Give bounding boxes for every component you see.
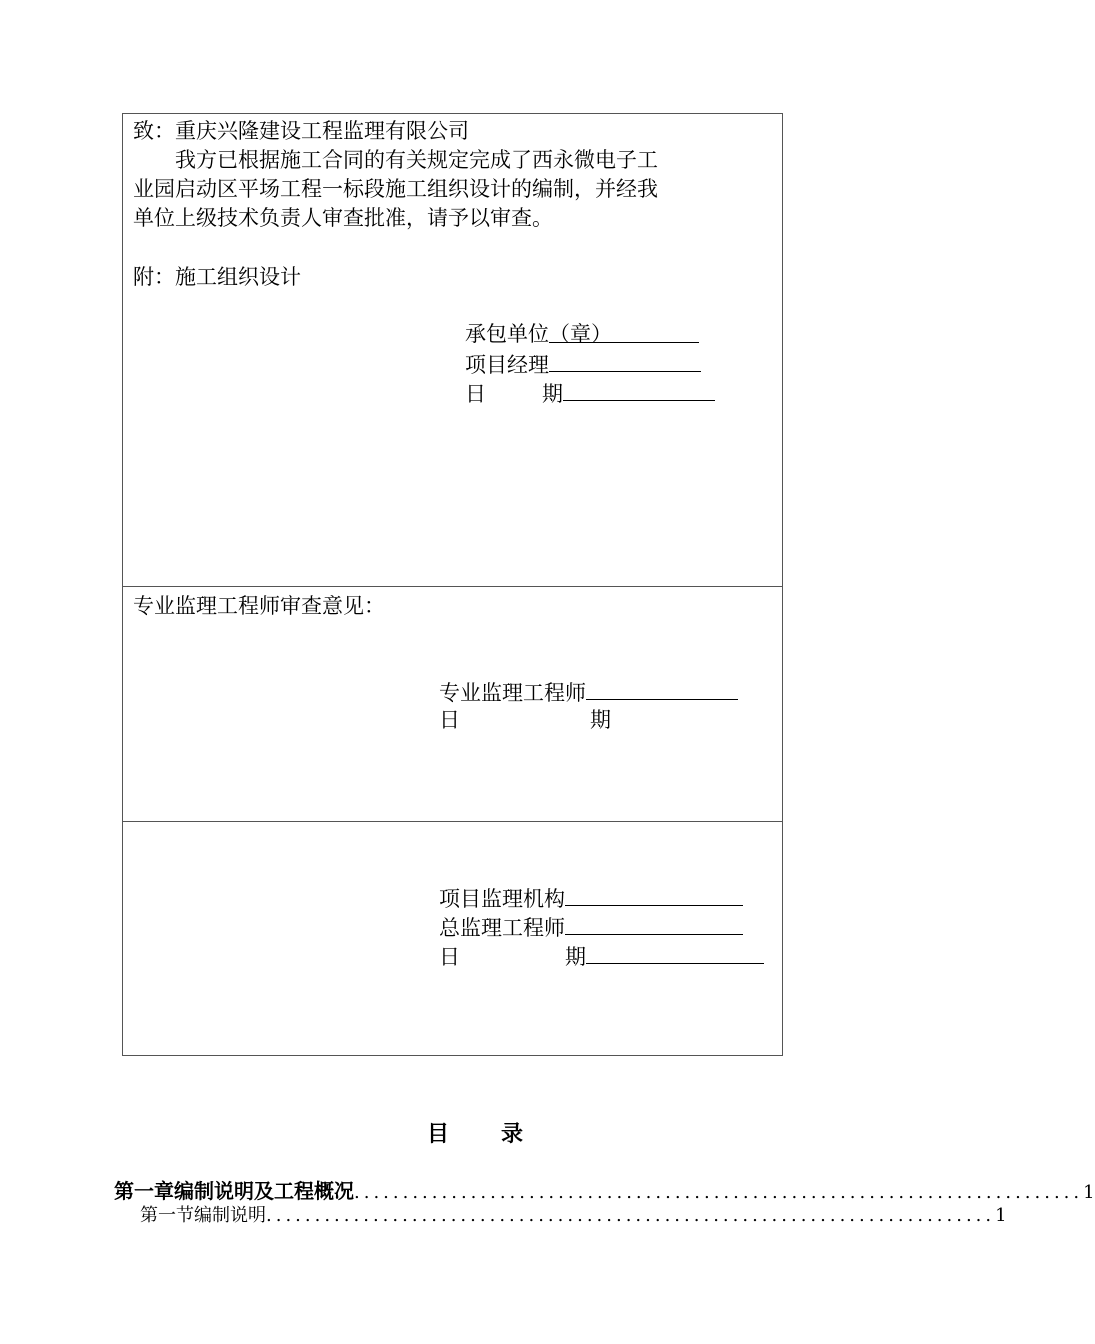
chief-blank[interactable] [565, 912, 743, 935]
date-char-ri: 日 [465, 382, 486, 406]
chief-signature-line [439, 912, 743, 943]
body-line-1: 我方已根据施工合同的有关规定完成了西永微电子工 [175, 148, 658, 172]
date-line-3 [439, 941, 764, 972]
date-char-ri: 日 [439, 945, 460, 969]
submission-section [123, 114, 782, 586]
toc-entry-number: 第一章 [114, 1179, 174, 1203]
toc-entry-title: 编制说明 [194, 1205, 266, 1226]
toc-leader-dots: ........................................................................... [266, 1205, 996, 1226]
org-label: 项目监理机构 [439, 887, 565, 911]
pm-label: 项目经理 [465, 353, 549, 377]
date-char-qi: 期 [565, 945, 586, 969]
submission-form-table [122, 113, 783, 1056]
pm-signature-line [465, 349, 701, 380]
engineer-label: 专业监理工程师 [439, 681, 586, 705]
toc-entry-page: 1 [995, 1205, 1007, 1226]
contractor-seal-blank[interactable] [549, 320, 699, 346]
engineer-signature-line [439, 677, 738, 708]
toc-entry-title: 编制说明及工程概况 [174, 1179, 354, 1203]
chief-label: 总监理工程师 [439, 916, 565, 940]
contractor-label: 承包单位 [465, 322, 549, 346]
org-signature-line [439, 883, 743, 914]
toc-entry-number: 第一节 [140, 1205, 194, 1226]
toc-entry-page: 1 [1083, 1182, 1095, 1203]
opinion-label: 专业监理工程师审查意见： [133, 594, 385, 618]
date-char-qi: 期 [590, 708, 611, 732]
pm-blank[interactable] [549, 349, 701, 372]
seal-label: （章） [549, 322, 612, 346]
contractor-signature-line [465, 320, 699, 349]
toc-leader-dots: ........................................................................... [354, 1182, 1084, 1203]
toc-title-char-2: 录 [501, 1121, 524, 1147]
date-char-qi: 期 [542, 382, 563, 406]
org-blank[interactable] [565, 883, 743, 906]
chief-approval-section [123, 821, 782, 1055]
body-line-3: 单位上级技术负责人审查批准，请予以审查。 [133, 206, 553, 230]
date-blank-1[interactable] [563, 378, 715, 401]
toc-entry-section-1[interactable] [140, 1201, 1007, 1227]
date-blank-3[interactable] [586, 941, 764, 964]
engineer-blank[interactable] [586, 677, 738, 700]
toc-title [0, 1117, 950, 1148]
toc-title-char-1: 目 [426, 1121, 449, 1147]
addressee-line: 致：重庆兴隆建设工程监理有限公司 [133, 119, 469, 143]
body-line-2: 业园启动区平场工程一标段施工组织设计的编制，并经我 [133, 177, 658, 201]
toc-entry-chapter-1[interactable] [114, 1175, 1095, 1204]
date-char-ri: 日 [439, 708, 460, 732]
date-line-2 [439, 706, 611, 735]
engineer-review-section [123, 586, 782, 821]
date-line-1 [465, 378, 715, 409]
attachment-line: 附：施工组织设计 [133, 265, 301, 289]
